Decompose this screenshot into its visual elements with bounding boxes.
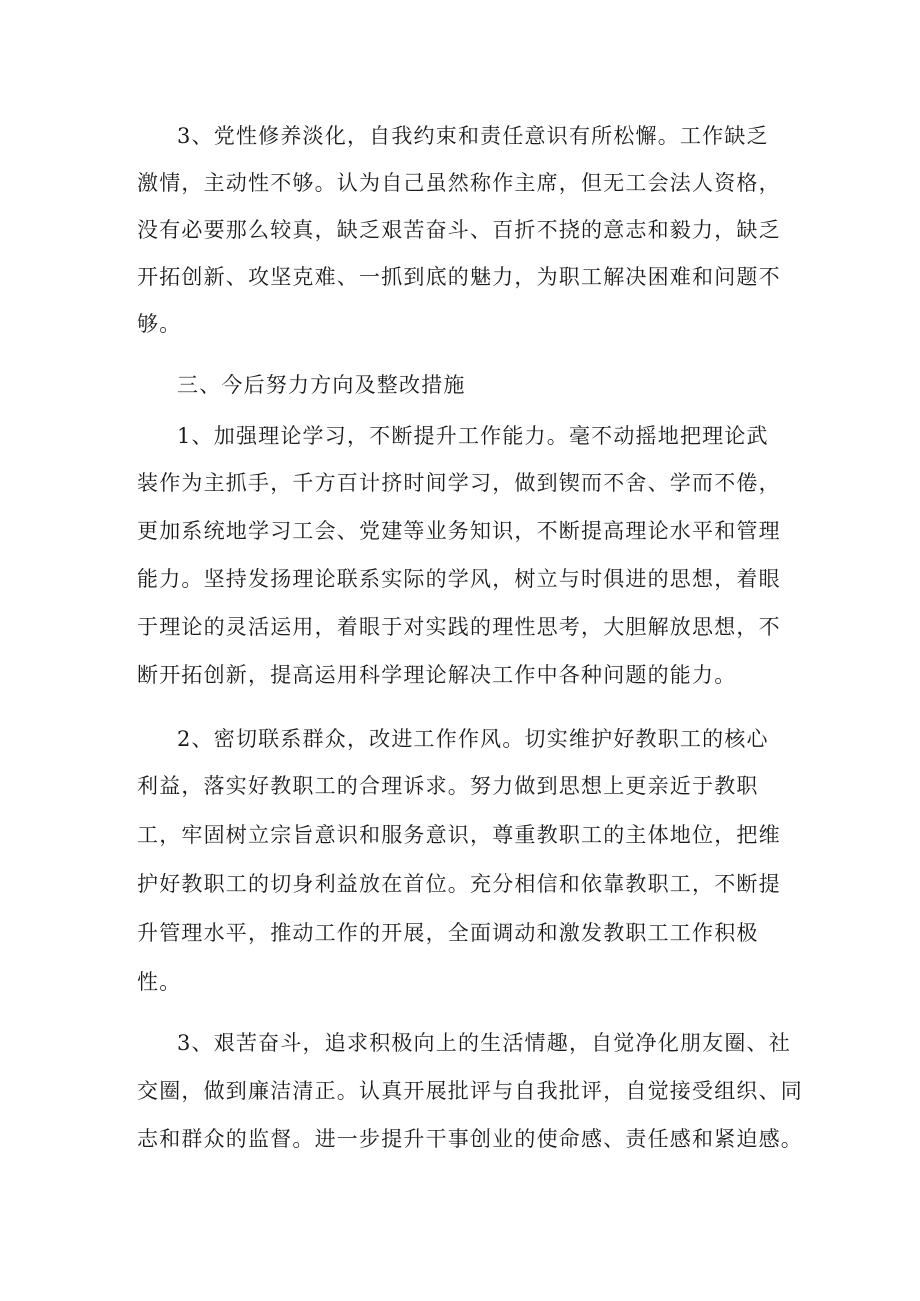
paragraph-line: 1、加强理论学习，不断提升工作能力。毫不动摇地把理论武 [177, 424, 769, 448]
paragraph-line: 没有必要那么较真，缺乏艰苦奋斗、百折不挠的意志和毅力，缺乏 [137, 218, 781, 242]
paragraph-line: 志和群众的监督。进一步提升干事创业的使命感、责任感和紧迫感。 [137, 1127, 803, 1151]
paragraph-line: 3、艰苦奋斗，追求积极向上的生活情趣，自觉净化朋友圈、社 [177, 1031, 791, 1055]
paragraph-line: 开拓创新、攻坚克难、一抓到底的魅力，为职工解决困难和问题不 [137, 265, 781, 289]
paragraph-line: 于理论的灵活运用，着眼于对实践的理性思考，大胆解放思想，不 [137, 615, 781, 639]
paragraph-line: 更加系统地学习工会、党建等业务知识，不断提高理论水平和管理 [137, 519, 781, 543]
paragraph-line: 交圈，做到廉洁清正。认真开展批评与自我批评，自觉接受组织、同 [137, 1079, 803, 1103]
paragraph-line: 2、密切联系群众，改进工作作风。切实维护好教职工的核心 [177, 727, 769, 751]
paragraph-line: 够。 [137, 312, 182, 336]
paragraph-line: 利益，落实好教职工的合理诉求。努力做到思想上更亲近于教职 [137, 774, 759, 798]
paragraph-line: 装作为主抓手，千方百计挤时间学习，做到锲而不舍、学而不倦， [137, 471, 781, 495]
paragraph-line: 护好教职工的切身利益放在首位。充分相信和依靠教职工，不断提 [137, 872, 781, 896]
paragraph-line: 能力。坚持发扬理论联系实际的学风，树立与时俱进的思想，着眼 [137, 567, 781, 591]
paragraph-line: 激情，主动性不够。认为自己虽然称作主席，但无工会法人资格， [137, 171, 781, 195]
paragraph-line: 工，牢固树立宗旨意识和服务意识，尊重教职工的主体地位，把维 [137, 823, 781, 847]
paragraph-line: 断开拓创新，提高运用科学理论解决工作中各种问题的能力。 [137, 663, 737, 687]
paragraph-line: 升管理水平，推动工作的开展，全面调动和激发教职工工作积极 [137, 921, 759, 945]
heading-line: 三、今后努力方向及整改措施 [177, 373, 466, 397]
paragraph-line: 3、党性修养淡化，自我约束和责任意识有所松懈。工作缺乏 [177, 124, 769, 148]
paragraph-line: 性。 [137, 970, 182, 994]
